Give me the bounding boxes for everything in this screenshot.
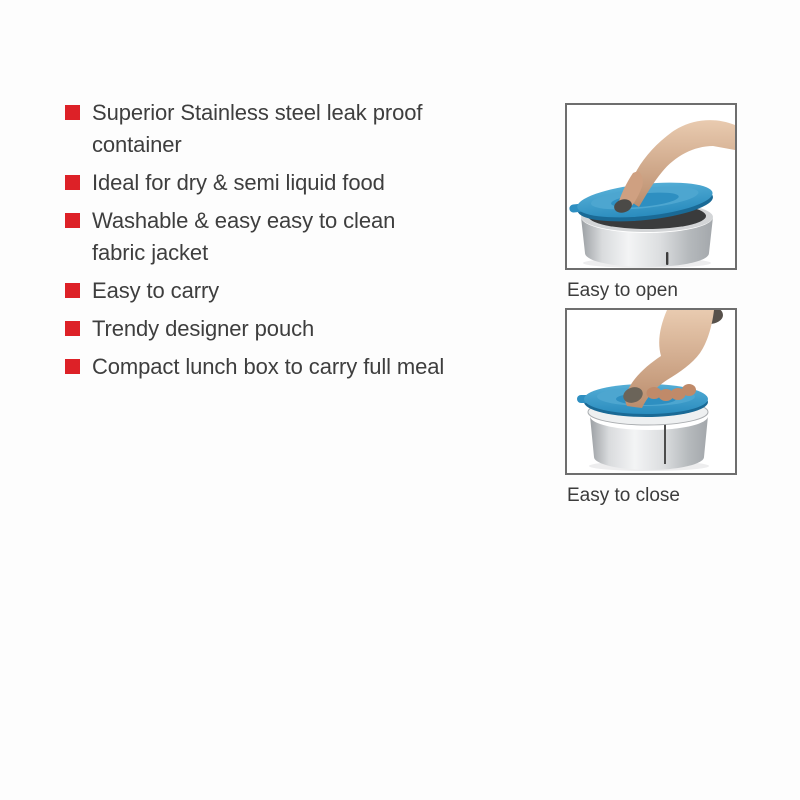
feature-item [65,205,515,269]
photo-frame [565,308,737,475]
photo-easy-to-open [565,103,737,302]
feature-text [92,97,422,161]
feature-text-line: Washable & easy easy to clean [92,208,396,233]
feature-item [65,313,515,345]
bullet-square-icon [65,283,80,298]
feature-text [92,313,314,345]
feature-text [92,351,444,383]
feature-list [65,97,515,389]
feature-text-line: Ideal for dry & semi liquid food [92,170,385,195]
bullet-square-icon [65,213,80,228]
feature-text-line: fabric jacket [92,240,209,265]
feature-text [92,167,385,199]
feature-item [65,351,515,383]
feature-text-line: Superior Stainless steel leak proof [92,100,423,125]
feature-text-line: Compact lunch box to carry full meal [92,354,445,379]
feature-text-line: container [92,132,182,157]
feature-text [92,205,395,269]
bullet-square-icon [65,175,80,190]
easy-to-open-illustration [567,105,735,268]
easy-to-close-illustration [567,310,735,473]
feature-text-line: Easy to carry [92,278,220,303]
bullet-square-icon [65,105,80,120]
hand-illustration [621,310,723,408]
feature-item [65,97,515,161]
container-clip-mark [666,252,668,265]
feature-item [65,167,515,199]
photo-caption: Easy to open [567,280,678,301]
feature-item [65,275,515,307]
bullet-square-icon [65,359,80,374]
photo-frame [565,103,737,270]
photo-caption: Easy to close [567,485,680,506]
photo-easy-to-close [565,308,737,507]
bullet-square-icon [65,321,80,336]
feature-text [92,275,219,307]
container-seam [664,422,666,464]
feature-text-line: Trendy designer pouch [92,316,315,341]
curled-fingertip [682,384,696,396]
